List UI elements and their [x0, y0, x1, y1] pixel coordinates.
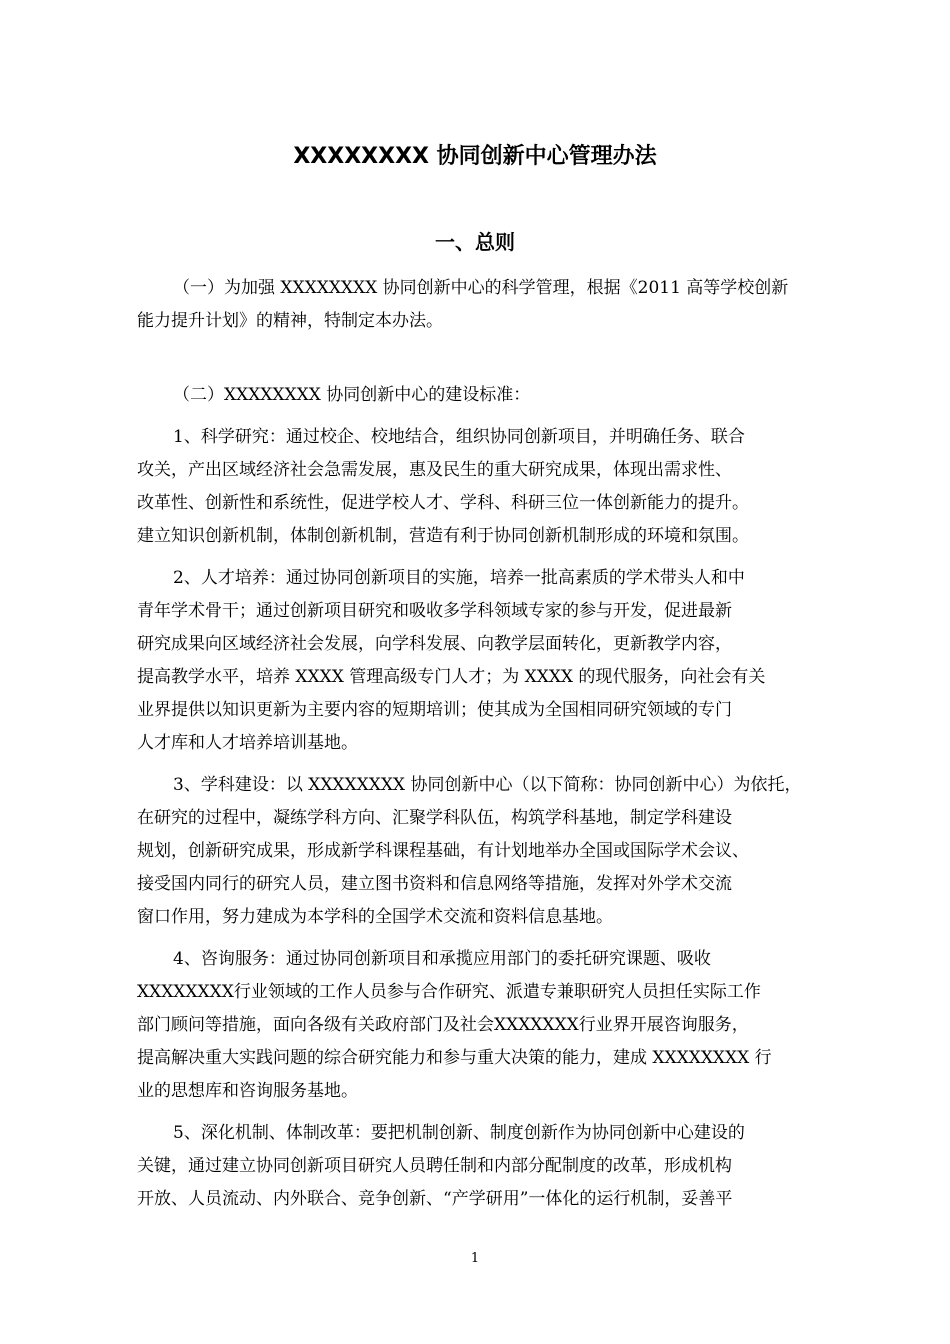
paragraph-line: 窗口作用，努力建成为本学科的全国学术交流和资料信息基地。 [137, 907, 613, 927]
paragraph-line: 青年学术骨干；通过创新项目研究和吸收多学科领域专家的参与开发，促进最新 [137, 601, 732, 621]
paragraph-line: 攻关，产出区域经济社会急需发展，惠及民生的重大研究成果，体现出需求性、 [137, 460, 732, 480]
paragraph-line: 关键，通过建立协同创新项目研究人员聘任制和内部分配制度的改革，形成机构 [137, 1156, 732, 1176]
paragraph-line: 部门顾问等措施，面向各级有关政府部门及社会XXXXXXX行业界开展咨询服务， [137, 1015, 749, 1035]
paragraph [137, 421, 827, 553]
paragraph-line: 规划，创新研究成果，形成新学科课程基础，有计划地举办全国或国际学术会议、 [137, 841, 749, 861]
paragraph [137, 379, 827, 412]
paragraph-line: 研究成果向区域经济社会发展，向学科发展、向教学层面转化，更新教学内容， [137, 634, 732, 654]
paragraph-line: 能力提升计划》的精神，特制定本办法。 [137, 311, 443, 331]
paragraph-line: 业界提供以知识更新为主要内容的短期培训；使其成为全国相同研究领域的专门 [137, 700, 732, 720]
paragraph-line: 开放、人员流动、内外联合、竞争创新、“产学研用”一体化的运行机制，妥善平 [137, 1189, 733, 1209]
paragraph-line: 提高解决重大实践问题的综合研究能力和参与重大决策的能力，建成 XXXXXXXX 行 [137, 1048, 772, 1068]
paragraph-line: 提高教学水平，培养 XXXX 管理高级专门人才；为 XXXX 的现代服务，向社会有关 [137, 667, 766, 687]
paragraph [137, 562, 827, 760]
paragraph-line: 1、科学研究：通过校企、校地结合，组织协同创新项目，并明确任务、联合 [173, 427, 745, 447]
paragraph-line: 人才库和人才培养培训基地。 [137, 733, 358, 753]
paragraph-line: 建立知识创新机制，体制创新机制，营造有利于协同创新机制形成的环境和氛围。 [137, 526, 749, 546]
paragraph [137, 272, 827, 338]
paragraph [137, 1117, 827, 1216]
paragraph [137, 943, 827, 1108]
paragraph-line: 接受国内同行的研究人员，建立图书资料和信息网络等措施，发挥对外学术交流 [137, 874, 732, 894]
document-title: XXXXXXXX 协同创新中心管理办法 [293, 144, 657, 169]
paragraph-line: （二）XXXXXXXX 协同创新中心的建设标准： [173, 385, 531, 405]
section-heading: 一、总则 [435, 230, 515, 254]
paragraph-line: 在研究的过程中，凝练学科方向、汇聚学科队伍，构筑学科基地，制定学科建设 [137, 808, 732, 828]
paragraph-line: 4、咨询服务：通过协同创新项目和承揽应用部门的委托研究课题、吸收 [173, 949, 711, 969]
paragraph-line: 业的思想库和咨询服务基地。 [137, 1081, 358, 1101]
paragraph-line: 改革性、创新性和系统性，促进学校人才、学科、科研三位一体创新能力的提升。 [137, 493, 749, 513]
paragraph-line: 2、人才培养：通过协同创新项目的实施，培养一批高素质的学术带头人和中 [173, 568, 745, 588]
paragraph-line: 5、深化机制、体制改革：要把机制创新、制度创新作为协同创新中心建设的 [173, 1123, 745, 1143]
document-body [137, 272, 827, 1216]
paragraph-line: 3、学科建设：以 XXXXXXXX 协同创新中心（以下简称：协同创新中心）为依托， [173, 775, 802, 795]
page-number: 1 [470, 1251, 480, 1266]
paragraph-line: （一）为加强 XXXXXXXX 协同创新中心的科学管理，根据《2011 高等学校创新 [173, 278, 789, 298]
paragraph [137, 769, 827, 934]
paragraph-line: XXXXXXXX行业领域的工作人员参与合作研究、派遣专兼职研究人员担任实际工作 [137, 982, 761, 1002]
